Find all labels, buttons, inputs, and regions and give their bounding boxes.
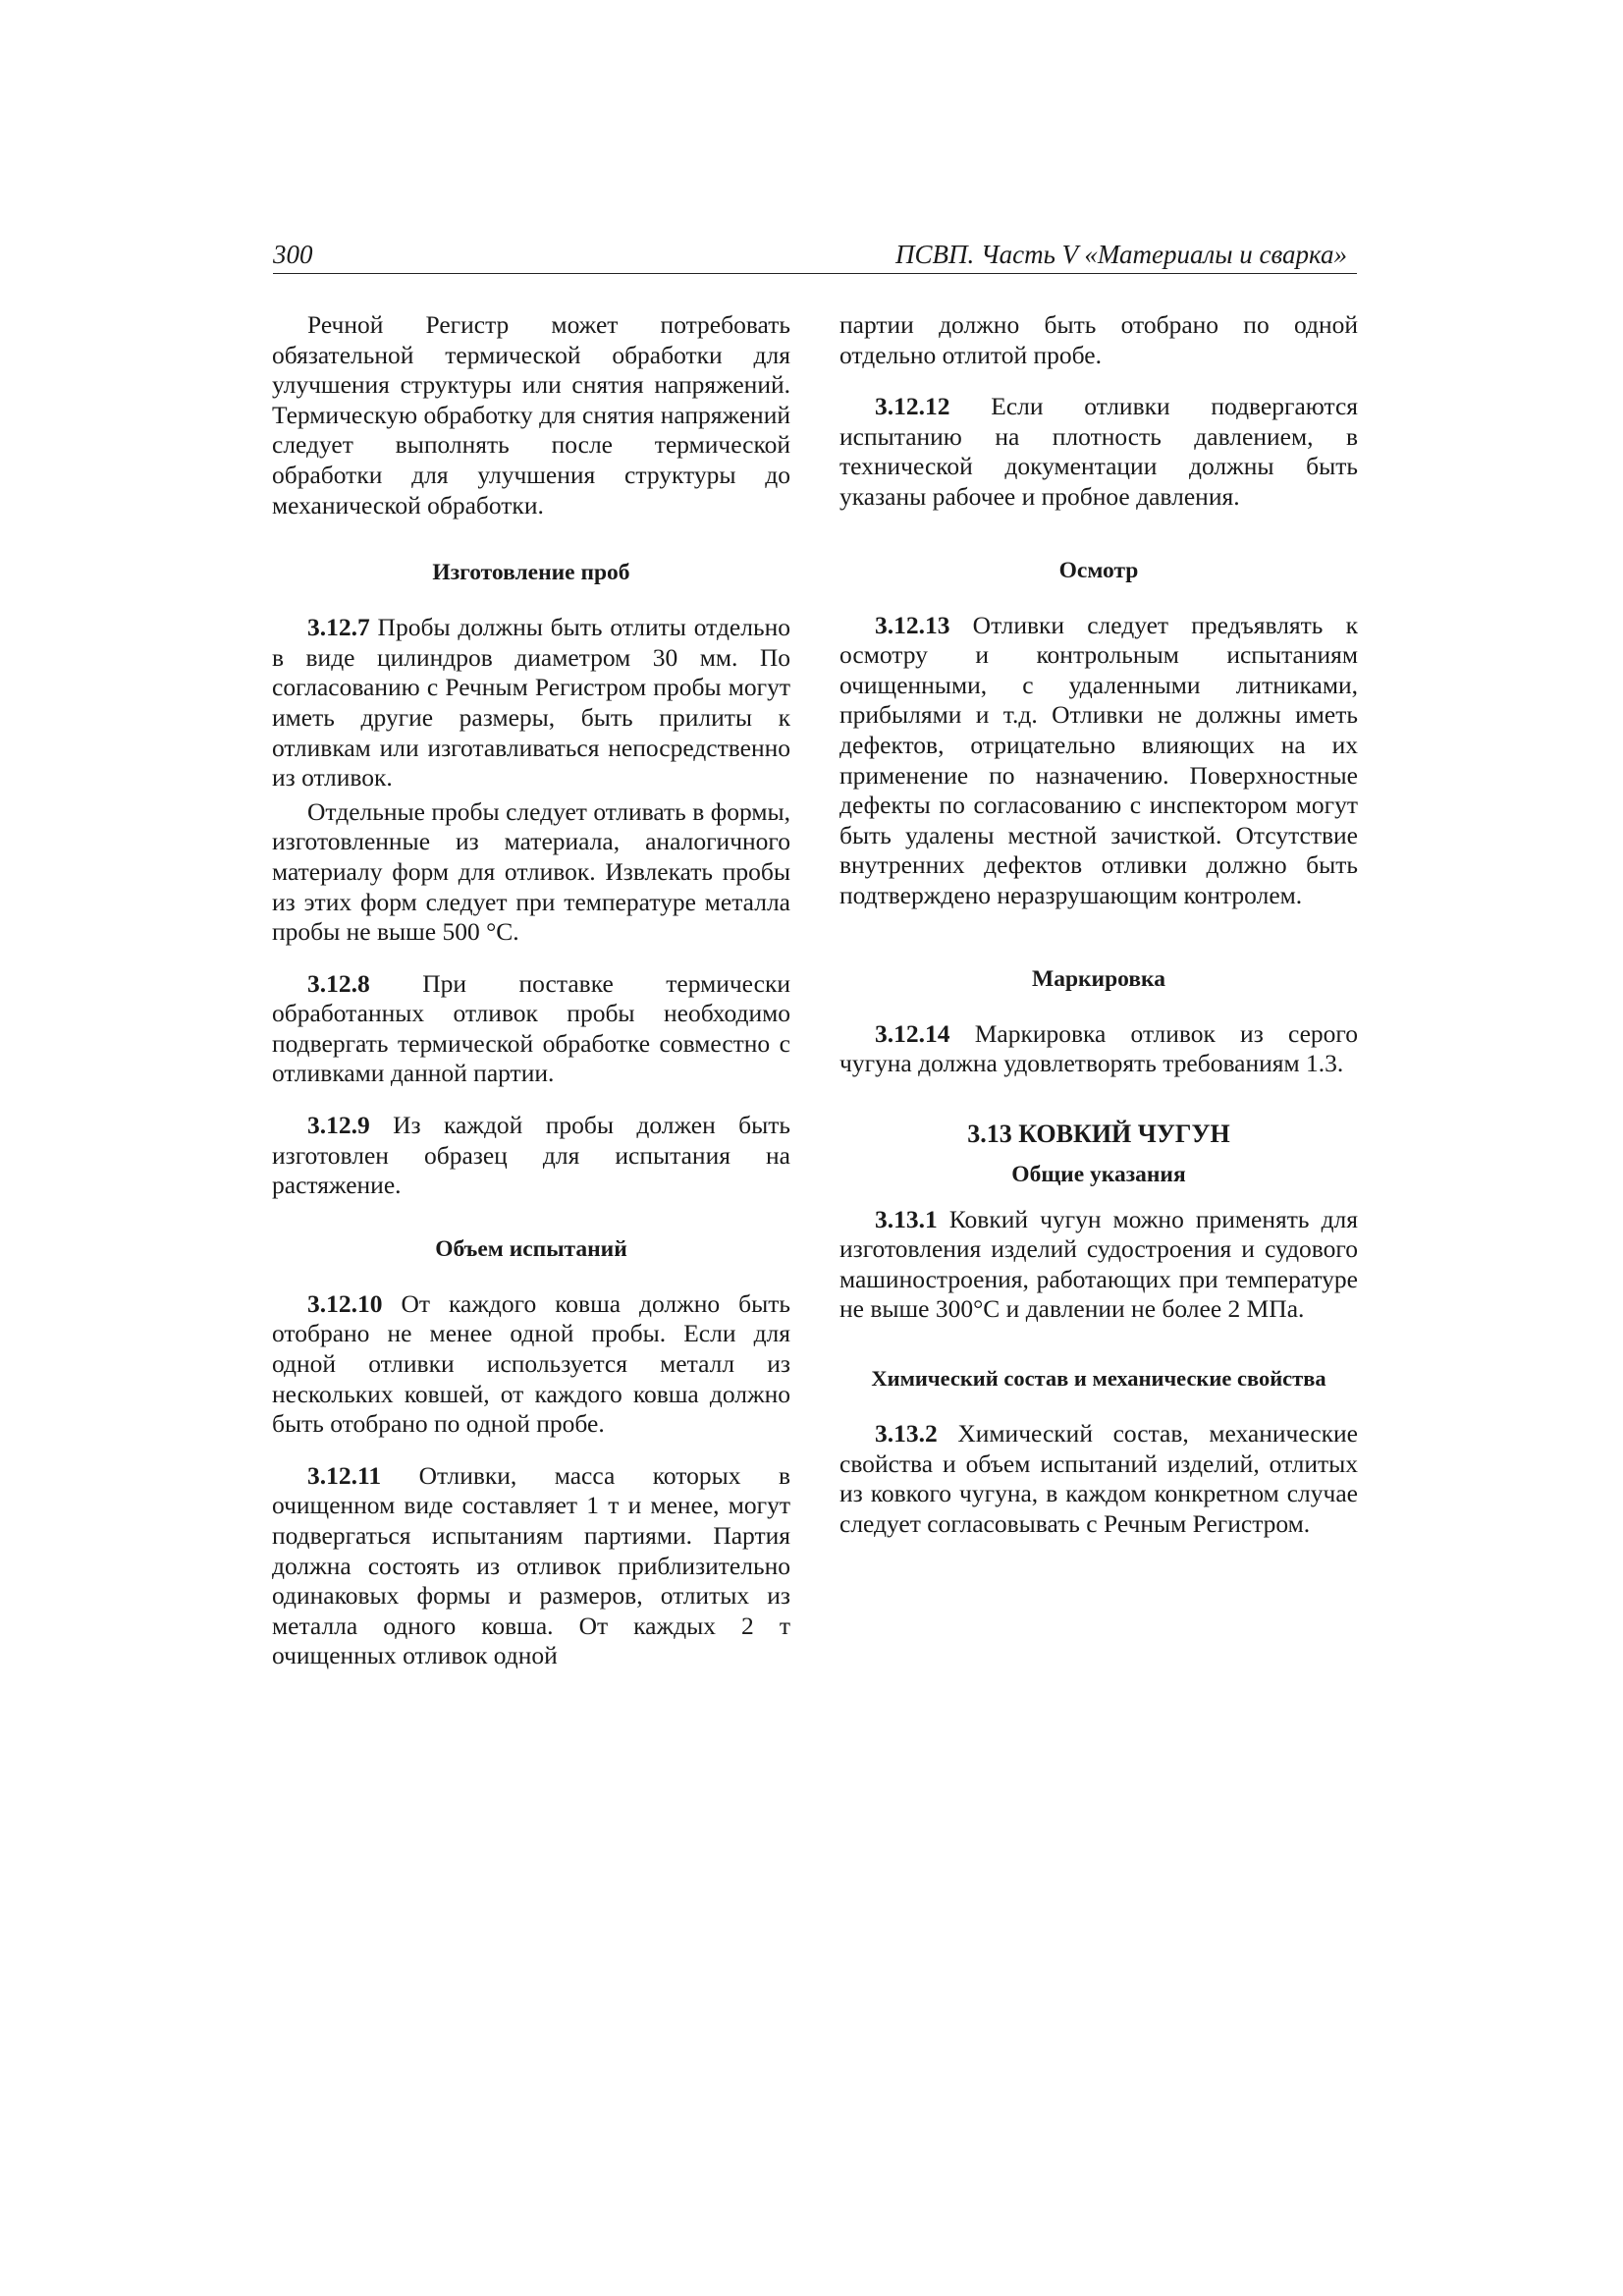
clause-number: 3.12.11 — [307, 1460, 382, 1490]
paragraph-3-13-1 — [839, 1205, 1358, 1325]
clause-number: 3.12.8 — [307, 968, 370, 998]
left-column — [272, 310, 790, 1693]
heading-scope: Объем испытаний — [435, 1235, 627, 1262]
clause-text: От каждого ковша должно быть отобрано не менее одной пробы. Если для одной отливки используется металл из нескольких ковшей, от каждого ковша должно быть отобрано по одной пробе. — [272, 1288, 790, 1439]
paragraph-3-12-10 — [272, 1289, 790, 1440]
clause-number: 3.12.12 — [875, 392, 950, 421]
clause-text: Ковкий чугун можно применять для изготовления изделий судостроения и судового машиностроения, работающих при температуре не выше 300°С и давлении не более 2 МПа. — [839, 1204, 1358, 1324]
paragraph-3-12-7-cont: Отдельные пробы следует отливать в формы, изготовленные из материала, аналогичного материалу форм для отливок. Извлекать пробы из этих форм следует при температуре металла пробы не выше 500 °С. — [272, 796, 790, 947]
heading-samples: Изготовление проб — [432, 560, 630, 586]
paragraph-3-12-13 — [839, 611, 1358, 911]
heading-general: Общие указания — [1011, 1161, 1186, 1187]
clause-text: Отливки, масса которых в очищенном виде составляет 1 т и менее, могут подвергаться испытаниям партиями. Партия должна состоять из отливок приблизительно одинаковых формы и размеров, отлитых из металла одного ковша. От каждых 2 т очищенных отливок одной — [272, 1460, 790, 1670]
clause-number: 3.12.13 — [875, 610, 950, 639]
paragraph-intro: Речной Регистр может потребовать обязательной термической обработки для улучшения структуры или снятия напряжений. Термическую обработку для снятия напряжений следует выполнять после термической обработки для улучшения структуры до механической обработки. — [272, 310, 790, 519]
paragraph-3-12-11 — [272, 1461, 790, 1671]
page-number: 300 — [273, 240, 313, 269]
heading-inspection: Осмотр — [1058, 557, 1139, 583]
running-title: ПСВП. Часть V «Материалы и сварка» — [894, 240, 1347, 269]
paragraph-3-12-14 — [839, 1019, 1358, 1079]
clause-number: 3.12.9 — [307, 1111, 370, 1140]
clause-number: 3.13.1 — [875, 1204, 938, 1233]
clause-number: 3.12.7 — [307, 613, 370, 642]
paragraph-3-12-12 — [839, 392, 1358, 512]
paragraph-3-12-7 — [272, 613, 790, 793]
paragraph-3-13-2 — [839, 1419, 1358, 1539]
clause-text: Маркировка отливок из серого чугуна должна удовлетворять требованиям 1.3. — [839, 1018, 1358, 1078]
clause-text: Если отливки подвергаются испытанию на плотность давлением, в технической документации должны быть указаны рабочее и пробное давления. — [839, 392, 1358, 511]
right-column — [839, 310, 1358, 1560]
clause-text: При поставке термически обработанных отливок пробы необходимо подвергать термической обработке совместно с отливками данной партии. — [272, 968, 790, 1088]
paragraph-continuation: партии должно быть отобрано по одной отдельно отлитой пробе. — [839, 310, 1358, 369]
clause-number: 3.13.2 — [875, 1419, 938, 1449]
clause-text: Химический состав, механические свойства и объем испытаний изделий, отлитых из ковкого чугуна, в каждом конкретном случае следует согласовывать с Речным Регистром. — [839, 1419, 1358, 1538]
clause-number: 3.12.10 — [307, 1288, 383, 1318]
clause-number: 3.12.14 — [875, 1018, 950, 1048]
paragraph-3-12-8 — [272, 969, 790, 1089]
running-header — [273, 240, 1357, 274]
section-heading-3-13: 3.13 КОВКИЙ ЧУГУН — [967, 1119, 1230, 1148]
paragraph-3-12-9 — [272, 1111, 790, 1201]
clause-text: Пробы должны быть отлиты отдельно в виде цилиндров диаметром 30 мм. По согласованию с Речным Регистром пробы могут иметь другие размеры, быть прилиты к отливкам или изготавливаться непосредственно из отливок. — [272, 613, 790, 793]
heading-marking: Маркировка — [1032, 965, 1165, 992]
clause-text: Отливки следует предъявлять к осмотру и контрольным испытаниям очищенными, с удаленными литниками, прибылями и т.д. Отливки не должны иметь дефектов, отрицательно влияющих на их применение по назначению. Поверхностные дефекты по согласованию с инспектором могут быть удалены местной зачисткой. Отсутствие внутренних дефектов отливки должно быть подтверждено неразрушающим контролем. — [839, 610, 1358, 909]
clause-text: Из каждой пробы должен быть изготовлен образец для испытания на растяжение. — [272, 1111, 790, 1200]
heading-chemical-composition: Химический состав и механические свойства — [871, 1366, 1326, 1392]
